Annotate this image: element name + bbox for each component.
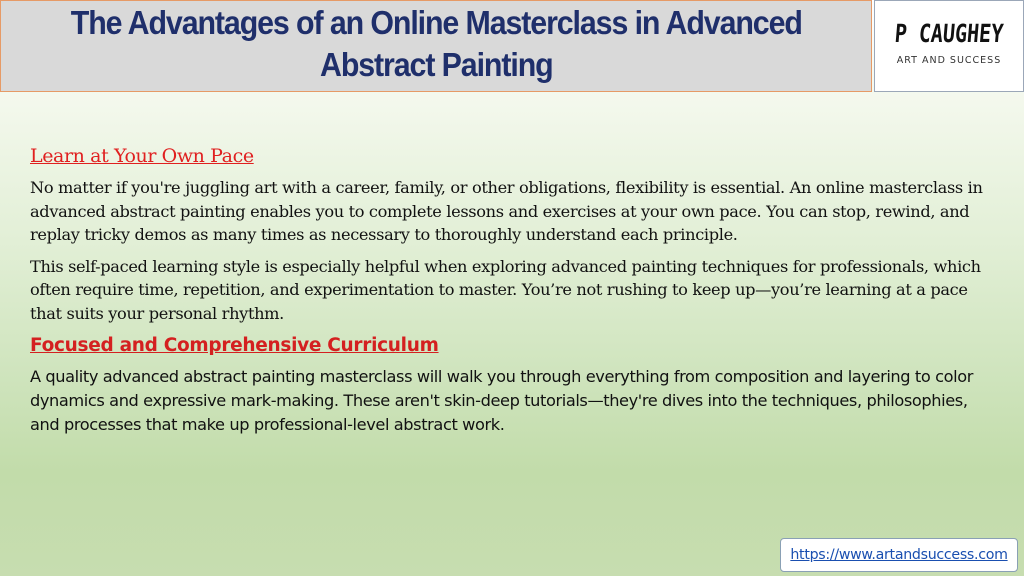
logo-tagline: ART AND SUCCESS (896, 55, 1002, 66)
paragraph-curriculum-1: A quality advanced abstract painting masterclass will walk you through everything from composition and layering to color dynamics and expressive mark-making. These aren't skin-deep tutorials—they're dives into the techniques, philosophies, and processes that make up professional-level abstract work. (30, 367, 973, 434)
logo-wordmark: P CAUGHEY (893, 19, 1005, 48)
paragraph-pace-2: This self-paced learning style is especially helpful when exploring advanced painting techniques for professionals, which often require time, repetition, and experimentation to master. You’re not rushing to keep up—you’re learning at a pace that suits your personal rhythm. (30, 256, 981, 323)
section-heading-curriculum: Focused and Comprehensive Curriculum (30, 335, 439, 356)
website-link[interactable]: https://www.artandsuccess.com (790, 547, 1008, 563)
page-title: The Advantages of an Online Masterclass in Advanced Abstract Painting (70, 4, 802, 83)
website-link-box (780, 538, 1018, 572)
brand-logo (874, 0, 1024, 92)
paragraph-pace-1: No matter if you're juggling art with a career, family, or other obligations, flexibility is essential. An online masterclass in advanced abstract painting enables you to complete lessons and exercises at your own pace. You can stop, rewind, and replay tricky demos as many times as necessary to thoroughly understand each principle. (30, 178, 983, 244)
title-banner (0, 0, 872, 92)
section-heading-pace: Learn at Your Own Pace (30, 145, 254, 167)
article-body (30, 142, 990, 437)
